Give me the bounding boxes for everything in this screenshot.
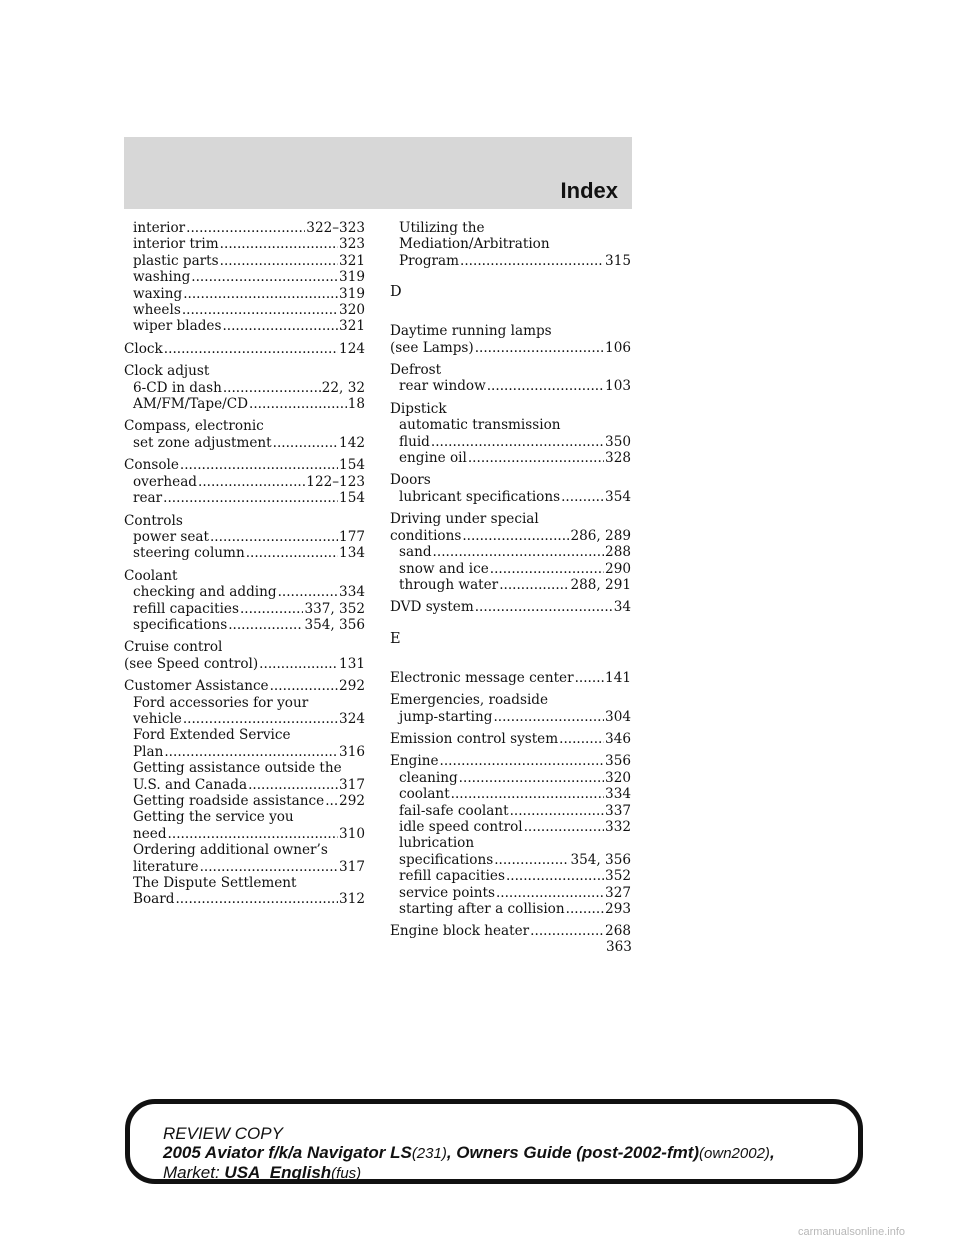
index-line [390, 731, 631, 747]
index-term: (see Speed control) [124, 655, 259, 672]
page-reference: 315 [605, 252, 631, 269]
index-term: The Dispute Settlement [133, 875, 297, 892]
page-reference: 334 [339, 584, 365, 601]
page-reference: 320 [605, 769, 631, 786]
dot-leader [475, 340, 604, 356]
dot-leader [524, 819, 604, 835]
page-reference: 319 [339, 285, 365, 302]
page-number: 363 [606, 939, 632, 955]
index-term: Ordering additional owner’s [133, 842, 328, 859]
index-term: through water [399, 576, 499, 593]
review-copy-line-3 [163, 1163, 843, 1183]
index-line [390, 868, 631, 884]
dot-leader [246, 545, 338, 561]
page-reference: 346 [605, 730, 631, 747]
index-line [390, 434, 631, 450]
index-term: Coolant [124, 567, 178, 584]
header-band [124, 137, 632, 209]
index-line [124, 253, 365, 269]
dot-leader [506, 868, 604, 884]
index-term: refill capacities [399, 868, 505, 885]
index-entry [124, 341, 365, 357]
dot-leader [220, 253, 338, 269]
index-term: jump-starting [399, 708, 493, 725]
dot-leader [440, 753, 605, 769]
page-reference: 142 [339, 434, 365, 451]
index-term: set zone adjustment [133, 434, 272, 451]
index-term: U.S. and Canada [133, 776, 248, 793]
index-term: Getting the service you [133, 809, 294, 826]
index-line [390, 852, 631, 868]
index-term: snow and ice [399, 560, 489, 577]
dot-leader [175, 891, 338, 907]
index-line [124, 435, 365, 451]
page-reference: 268 [605, 923, 631, 940]
index-line [124, 826, 365, 842]
index-line [124, 584, 365, 600]
page-reference: 304 [605, 708, 631, 725]
page-reference: 310 [339, 825, 365, 842]
index-term: Customer Assistance [124, 678, 269, 695]
index-entry [390, 731, 631, 747]
index-term: waxing [133, 285, 183, 302]
index-term: Board [133, 891, 175, 908]
watermark: carmanualsonline.info [798, 1226, 906, 1238]
index-term: engine oil [399, 450, 467, 467]
index-line [390, 378, 631, 394]
dot-leader [460, 253, 604, 269]
index-entry [390, 472, 631, 505]
index-term: conditions [390, 527, 462, 544]
index-term: Emission control system [390, 730, 559, 747]
page-reference: 354, 356 [570, 851, 631, 868]
dot-leader [559, 731, 604, 747]
index-line [124, 656, 365, 672]
index-entry [390, 511, 631, 593]
index-term: specifications [133, 616, 228, 633]
index-term: need [133, 825, 167, 842]
dot-leader [168, 826, 339, 842]
page-reference: 122–123 [306, 473, 365, 490]
index-term: Utilizing the [399, 220, 485, 236]
dot-leader [191, 269, 338, 285]
index-term: specifications [399, 851, 494, 868]
index-line [124, 601, 365, 617]
index-term: checking and adding [133, 584, 277, 601]
index-line [124, 891, 365, 907]
page-reference: 321 [339, 252, 365, 269]
index-line [124, 678, 365, 694]
page-reference: 292 [339, 678, 365, 695]
index-term: AM/FM/Tape/CD [133, 396, 248, 413]
index-line [390, 786, 631, 802]
index-line [390, 577, 631, 593]
index-entry [390, 692, 631, 725]
page-reference: 321 [339, 318, 365, 335]
index-term: Dipstick [390, 400, 447, 417]
index-line [124, 302, 365, 318]
index-entry [124, 639, 365, 672]
page-reference: 324 [339, 710, 365, 727]
dot-leader [278, 584, 338, 600]
index-line [124, 490, 365, 506]
index-term: Clock adjust [124, 363, 210, 380]
index-line [124, 341, 365, 357]
index-term: Doors [390, 472, 431, 489]
dot-leader [164, 744, 338, 760]
dot-leader [459, 770, 604, 786]
page-reference: 292 [339, 793, 365, 809]
footer-market: USA_English [224, 1163, 332, 1182]
page-reference: 323 [339, 236, 365, 253]
page-reference: 356 [605, 753, 631, 770]
index-term: Electronic message center [390, 669, 574, 686]
dot-leader [220, 236, 338, 252]
footer-comma: , [769, 1143, 775, 1162]
section-heading-e: E [390, 630, 401, 647]
index-term: Console [124, 457, 179, 474]
page-reference: 337 [605, 802, 631, 819]
index-entry [390, 323, 631, 356]
page-reference: 290 [605, 560, 631, 577]
dot-leader [530, 923, 604, 939]
page-reference: 293 [605, 901, 631, 917]
dot-leader [163, 490, 338, 506]
dot-leader [198, 474, 305, 490]
index-line [390, 340, 631, 356]
dot-leader [496, 885, 604, 901]
index-column-left [124, 220, 365, 914]
footer-guide: , Owners Guide (post-2002-fmt) [446, 1143, 700, 1162]
footer-market-label: Market: [163, 1163, 220, 1182]
index-line [124, 236, 365, 252]
index-term: Daytime running lamps [390, 323, 552, 340]
index-term: Cruise control [124, 639, 223, 656]
index-term: literature [133, 858, 199, 875]
dot-leader [510, 803, 604, 819]
page-reference: 350 [605, 433, 631, 450]
index-term: Program [399, 252, 460, 269]
page-reference: 103 [605, 378, 631, 395]
index-line [124, 396, 365, 412]
page-reference: 322–323 [306, 220, 365, 236]
index-term: sand [399, 544, 432, 561]
dot-leader [180, 457, 338, 473]
index-line [390, 450, 631, 466]
index-term: Getting assistance outside the [133, 760, 342, 777]
index-term: interior trim [133, 236, 219, 253]
index-term: wiper blades [133, 318, 222, 335]
index-line [124, 793, 365, 809]
index-line [124, 220, 365, 236]
index-term: refill capacities [133, 600, 239, 617]
page-reference: 316 [339, 743, 365, 760]
entry-list-right-top [390, 220, 631, 269]
index-term: (see Lamps) [390, 339, 474, 356]
dot-leader [566, 901, 604, 917]
dot-leader [493, 709, 604, 725]
dot-leader [561, 489, 604, 505]
index-term: Ford accessories for your [133, 694, 309, 711]
index-term: Getting roadside assistance [133, 793, 325, 809]
page-reference: 317 [339, 776, 365, 793]
dot-leader [186, 220, 305, 236]
index-line [124, 318, 365, 334]
index-line [124, 529, 365, 545]
index-entry [124, 418, 365, 451]
index-term: lubrication [399, 835, 475, 852]
index-line [124, 269, 365, 285]
dot-leader [462, 528, 569, 544]
index-term: overhead [133, 473, 198, 490]
page-reference: 317 [339, 858, 365, 875]
index-line [390, 803, 631, 819]
page-reference: 337, 352 [304, 600, 365, 617]
dot-leader [575, 670, 604, 686]
index-entry [390, 923, 631, 939]
index-entry [390, 599, 631, 615]
review-copy-line-2 [163, 1143, 843, 1163]
index-line [390, 670, 631, 686]
index-term: coolant [399, 786, 450, 803]
index-term: Compass, electronic [124, 418, 264, 435]
index-term: Engine block heater [390, 923, 530, 940]
index-entry [124, 220, 365, 335]
index-term: washing [133, 269, 191, 286]
dot-leader [182, 302, 338, 318]
index-entry [390, 753, 631, 917]
page-reference: 352 [605, 868, 631, 885]
index-line [390, 561, 631, 577]
dot-leader [499, 577, 569, 593]
index-entry [124, 568, 365, 634]
index-term: interior [133, 220, 186, 236]
index-term: fluid [399, 433, 430, 450]
dot-leader [270, 678, 338, 694]
index-entry [390, 362, 631, 395]
index-line [390, 819, 631, 835]
dot-leader [228, 617, 303, 633]
index-line [390, 528, 631, 544]
index-term: steering column [133, 545, 245, 562]
dot-leader [248, 777, 338, 793]
dot-leader [325, 793, 338, 809]
index-term: Ford Extended Service [133, 727, 291, 744]
index-term: rear window [399, 378, 486, 395]
dot-leader [468, 450, 604, 466]
index-term: fail-safe coolant [399, 802, 509, 819]
index-term: idle speed control [399, 818, 523, 835]
index-entry [390, 670, 631, 686]
page-title: Index [560, 178, 618, 203]
footer-title: 2005 Aviator f/k/a Navigator LS [163, 1143, 412, 1162]
index-term: wheels [133, 302, 181, 319]
index-entry [390, 220, 631, 269]
index-term: Defrost [390, 362, 442, 379]
index-term: Driving under special [390, 511, 539, 528]
dot-leader [200, 859, 338, 875]
index-term: Controls [124, 512, 183, 529]
page-reference: 141 [605, 669, 631, 686]
page-reference: 34 [613, 599, 631, 616]
dot-leader [183, 711, 338, 727]
page-reference: 134 [339, 545, 365, 562]
index-line [390, 770, 631, 786]
dot-leader [259, 656, 338, 672]
page-reference: 332 [605, 818, 631, 835]
page-reference: 106 [605, 339, 631, 356]
index-term: Mediation/Arbitration [399, 236, 550, 253]
index-term: power seat [133, 528, 209, 545]
index-entry [124, 363, 365, 412]
page-reference: 354, 356 [304, 616, 365, 633]
dot-leader [431, 434, 604, 450]
page-reference: 328 [605, 450, 631, 467]
page-reference: 288, 291 [570, 576, 631, 593]
index-term: cleaning [399, 769, 458, 786]
index-entry [390, 401, 631, 467]
dot-leader [487, 378, 604, 394]
index-term: vehicle [133, 710, 182, 727]
page-reference: 288 [605, 544, 631, 561]
dot-leader [475, 599, 613, 615]
footer-guide-code: (own2002) [699, 1145, 770, 1162]
footer-market-code: (fus) [331, 1165, 362, 1182]
index-line [390, 599, 631, 615]
index-line [390, 923, 631, 939]
page-reference: 22, 32 [321, 379, 365, 396]
index-line [390, 544, 631, 560]
index-line [124, 545, 365, 561]
entry-list-e [390, 670, 631, 940]
index-entry [124, 513, 365, 562]
index-entry [124, 457, 365, 506]
index-line [124, 617, 365, 633]
page-reference: 320 [339, 302, 365, 319]
index-term: Engine [390, 753, 439, 770]
page-reference: 18 [347, 396, 365, 413]
page-reference: 312 [339, 891, 365, 908]
index-line [390, 253, 631, 269]
dot-leader [223, 380, 321, 396]
index-term: rear [133, 490, 163, 507]
index-term: service points [399, 884, 495, 901]
dot-leader [490, 561, 604, 577]
index-term: Clock [124, 340, 163, 357]
index-line [124, 859, 365, 875]
index-line [390, 753, 631, 769]
index-term: DVD system [390, 599, 474, 616]
index-term: 6-CD in dash [133, 379, 222, 396]
index-term: starting after a collision [399, 901, 565, 917]
index-term: lubricant specifications [399, 488, 561, 505]
index-line [124, 286, 365, 302]
dot-leader [210, 529, 338, 545]
review-copy-label: REVIEW COPY [163, 1124, 283, 1143]
index-line [124, 777, 365, 793]
page-reference: 286, 289 [570, 527, 631, 544]
index-term: plastic parts [133, 252, 219, 269]
index-term: Emergencies, roadside [390, 692, 549, 709]
index-term: Plan [133, 743, 164, 760]
dot-leader [164, 341, 338, 357]
dot-leader [273, 435, 338, 451]
index-line [124, 744, 365, 760]
index-line [124, 711, 365, 727]
section-heading-d: D [390, 284, 402, 301]
footer-title-code: (231) [411, 1145, 447, 1162]
page-reference: 131 [339, 655, 365, 672]
review-copy-footer [163, 1124, 843, 1183]
page-reference: 334 [605, 786, 631, 803]
index-entry [124, 678, 365, 908]
page-reference: 154 [339, 457, 365, 474]
entry-list-d [390, 323, 631, 616]
entry-list-left [124, 220, 365, 908]
dot-leader [433, 544, 605, 560]
page-reference: 177 [339, 528, 365, 545]
index-line [390, 885, 631, 901]
index-line [124, 457, 365, 473]
dot-leader [240, 601, 304, 617]
index-line [390, 901, 631, 917]
index-line [124, 474, 365, 490]
dot-leader [451, 786, 604, 802]
dot-leader [183, 286, 338, 302]
dot-leader [494, 852, 569, 868]
index-line [390, 489, 631, 505]
page-reference: 354 [605, 488, 631, 505]
dot-leader [222, 318, 338, 334]
page-reference: 327 [605, 884, 631, 901]
dot-leader [249, 396, 347, 412]
page-reference: 124 [339, 340, 365, 357]
page-reference: 154 [339, 490, 365, 507]
index-line [124, 380, 365, 396]
index-line [390, 709, 631, 725]
index-column-right [390, 220, 631, 946]
index-term: automatic transmission [399, 417, 561, 434]
page-reference: 319 [339, 269, 365, 286]
